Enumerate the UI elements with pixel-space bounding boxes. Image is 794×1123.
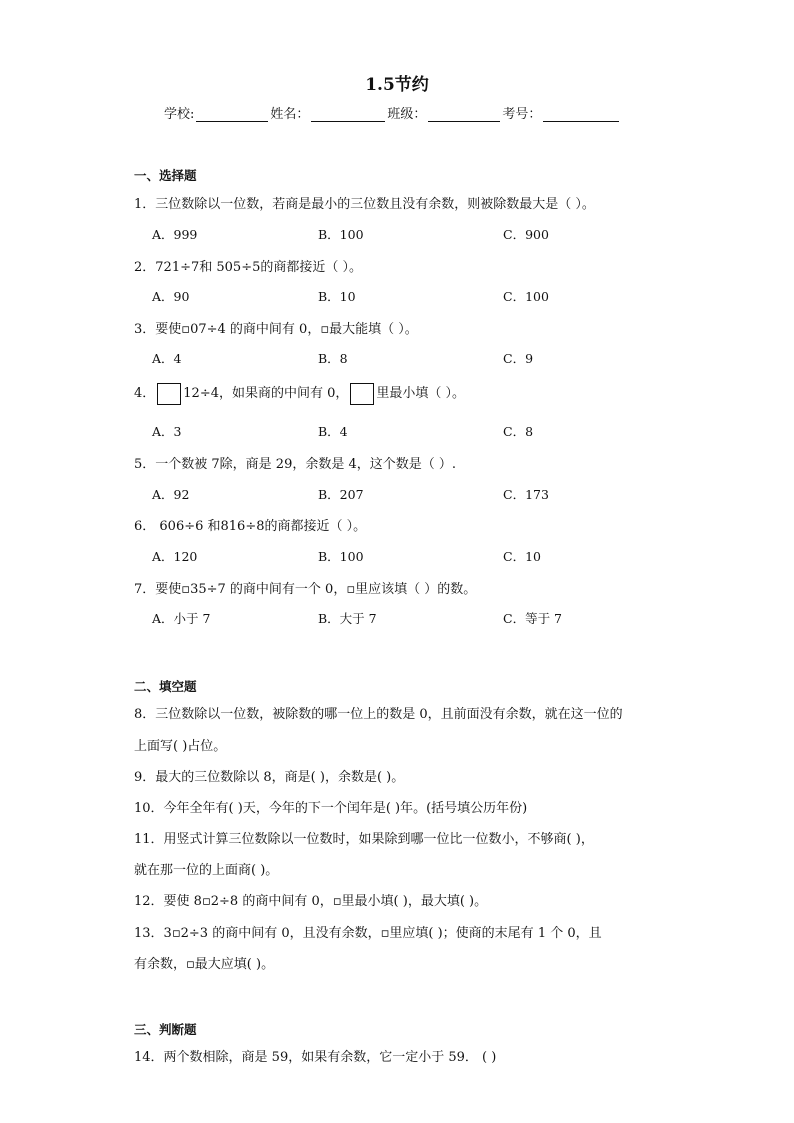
q4-end-text: 里最小填（ ）。: [376, 386, 466, 401]
q1-option-a[interactable]: A．999: [152, 227, 198, 242]
q7-option-c[interactable]: C．等于 7: [503, 611, 562, 626]
section-heading-fill: 二、填空题: [134, 679, 197, 694]
class-label: 班级：: [387, 107, 427, 122]
q6-option-b[interactable]: B．100: [318, 549, 364, 564]
q1-option-c[interactable]: C．900: [503, 227, 549, 242]
question-13-line-2: 有余数，▫最大应填( )。: [134, 957, 275, 972]
question-11-line-1: 11．用竖式计算三位数除以一位数时，如果除到哪一位比一位数小，不够商( )，: [134, 832, 594, 847]
q4-number: 4．: [134, 386, 156, 401]
question-3: 3．要使▫07÷4 的商中间有 0，▫最大能填（ ）。: [134, 322, 418, 337]
class-blank[interactable]: [428, 108, 500, 122]
question-12: 12．要使 8▫2÷8 的商中间有 0，▫里最小填( )，最大填( )。: [134, 894, 488, 909]
question-6: 6． 606÷6 和816÷8的商都接近（ ）。: [134, 519, 367, 534]
question-13-line-1: 13．3▫2÷3 的商中间有 0，且没有余数，▫里应填( )；使商的末尾有 1 个 0，且: [134, 926, 602, 941]
q2-option-b[interactable]: B．10: [318, 289, 356, 304]
question-4: [134, 382, 465, 405]
q4-answer-box-2[interactable]: [350, 383, 374, 405]
q2-option-a[interactable]: A．90: [152, 289, 190, 304]
q4-answer-box-1[interactable]: [157, 383, 181, 405]
q3-option-c[interactable]: C．9: [503, 351, 534, 366]
question-2: 2．721÷7和 505÷5的商都接近（ ）。: [134, 260, 362, 275]
question-9: 9．最大的三位数除以 8，商是( )，余数是( )。: [134, 770, 405, 785]
q3-option-b[interactable]: B．8: [318, 351, 348, 366]
question-8-line-1: 8．三位数除以一位数，被除数的哪一位上的数是 0，且前面没有余数，就在这一位的: [134, 707, 623, 722]
q7-option-b[interactable]: B．大于 7: [318, 611, 377, 626]
q4-middle-text: 12÷4，如果商的中间有 0，: [183, 386, 349, 401]
question-7: 7．要使▫35÷7 的商中间有一个 0，▫里应该填（ ）的数。: [134, 582, 477, 597]
question-10: 10．今年全年有( )天，今年的下一个闰年是( )年。(括号填公历年份): [134, 801, 528, 816]
school-blank[interactable]: [196, 108, 268, 122]
name-blank[interactable]: [311, 108, 385, 122]
q5-option-c[interactable]: C．173: [503, 487, 549, 502]
q5-option-a[interactable]: A．92: [152, 487, 190, 502]
question-1: 1．三位数除以一位数，若商是最小的三位数且没有余数，则被除数最大是（ ）。: [134, 197, 595, 212]
question-14: 14．两个数相除，商是 59，如果有余数，它一定小于 59． ( ): [134, 1050, 497, 1065]
exam-no-label: 考号：: [502, 107, 542, 122]
q6-option-c[interactable]: C．10: [503, 549, 541, 564]
q4-option-b[interactable]: B．4: [318, 424, 348, 439]
q3-option-a[interactable]: A．4: [152, 351, 182, 366]
name-label: 姓名：: [270, 107, 310, 122]
page-title: 1.5节约: [365, 75, 429, 95]
question-11-line-2: 就在那一位的上面商( )。: [134, 863, 279, 878]
q7-option-a[interactable]: A．小于 7: [152, 611, 211, 626]
q6-option-a[interactable]: A．120: [152, 549, 198, 564]
question-5: 5．一个数被 7除，商是 29，余数是 4，这个数是（ ）.: [134, 457, 457, 472]
section-heading-choice: 一、选择题: [134, 168, 197, 183]
q4-option-c[interactable]: C．8: [503, 424, 534, 439]
exam-no-blank[interactable]: [543, 108, 619, 122]
q4-option-a[interactable]: A．3: [152, 424, 182, 439]
question-8-line-2: 上面写( )占位。: [134, 739, 227, 754]
q2-option-c[interactable]: C．100: [503, 289, 549, 304]
q1-option-b[interactable]: B．100: [318, 227, 364, 242]
student-info-line: [164, 103, 621, 122]
section-heading-judge: 三、判断题: [134, 1022, 197, 1037]
q5-option-b[interactable]: B．207: [318, 487, 364, 502]
school-label: 学校:: [164, 107, 195, 122]
